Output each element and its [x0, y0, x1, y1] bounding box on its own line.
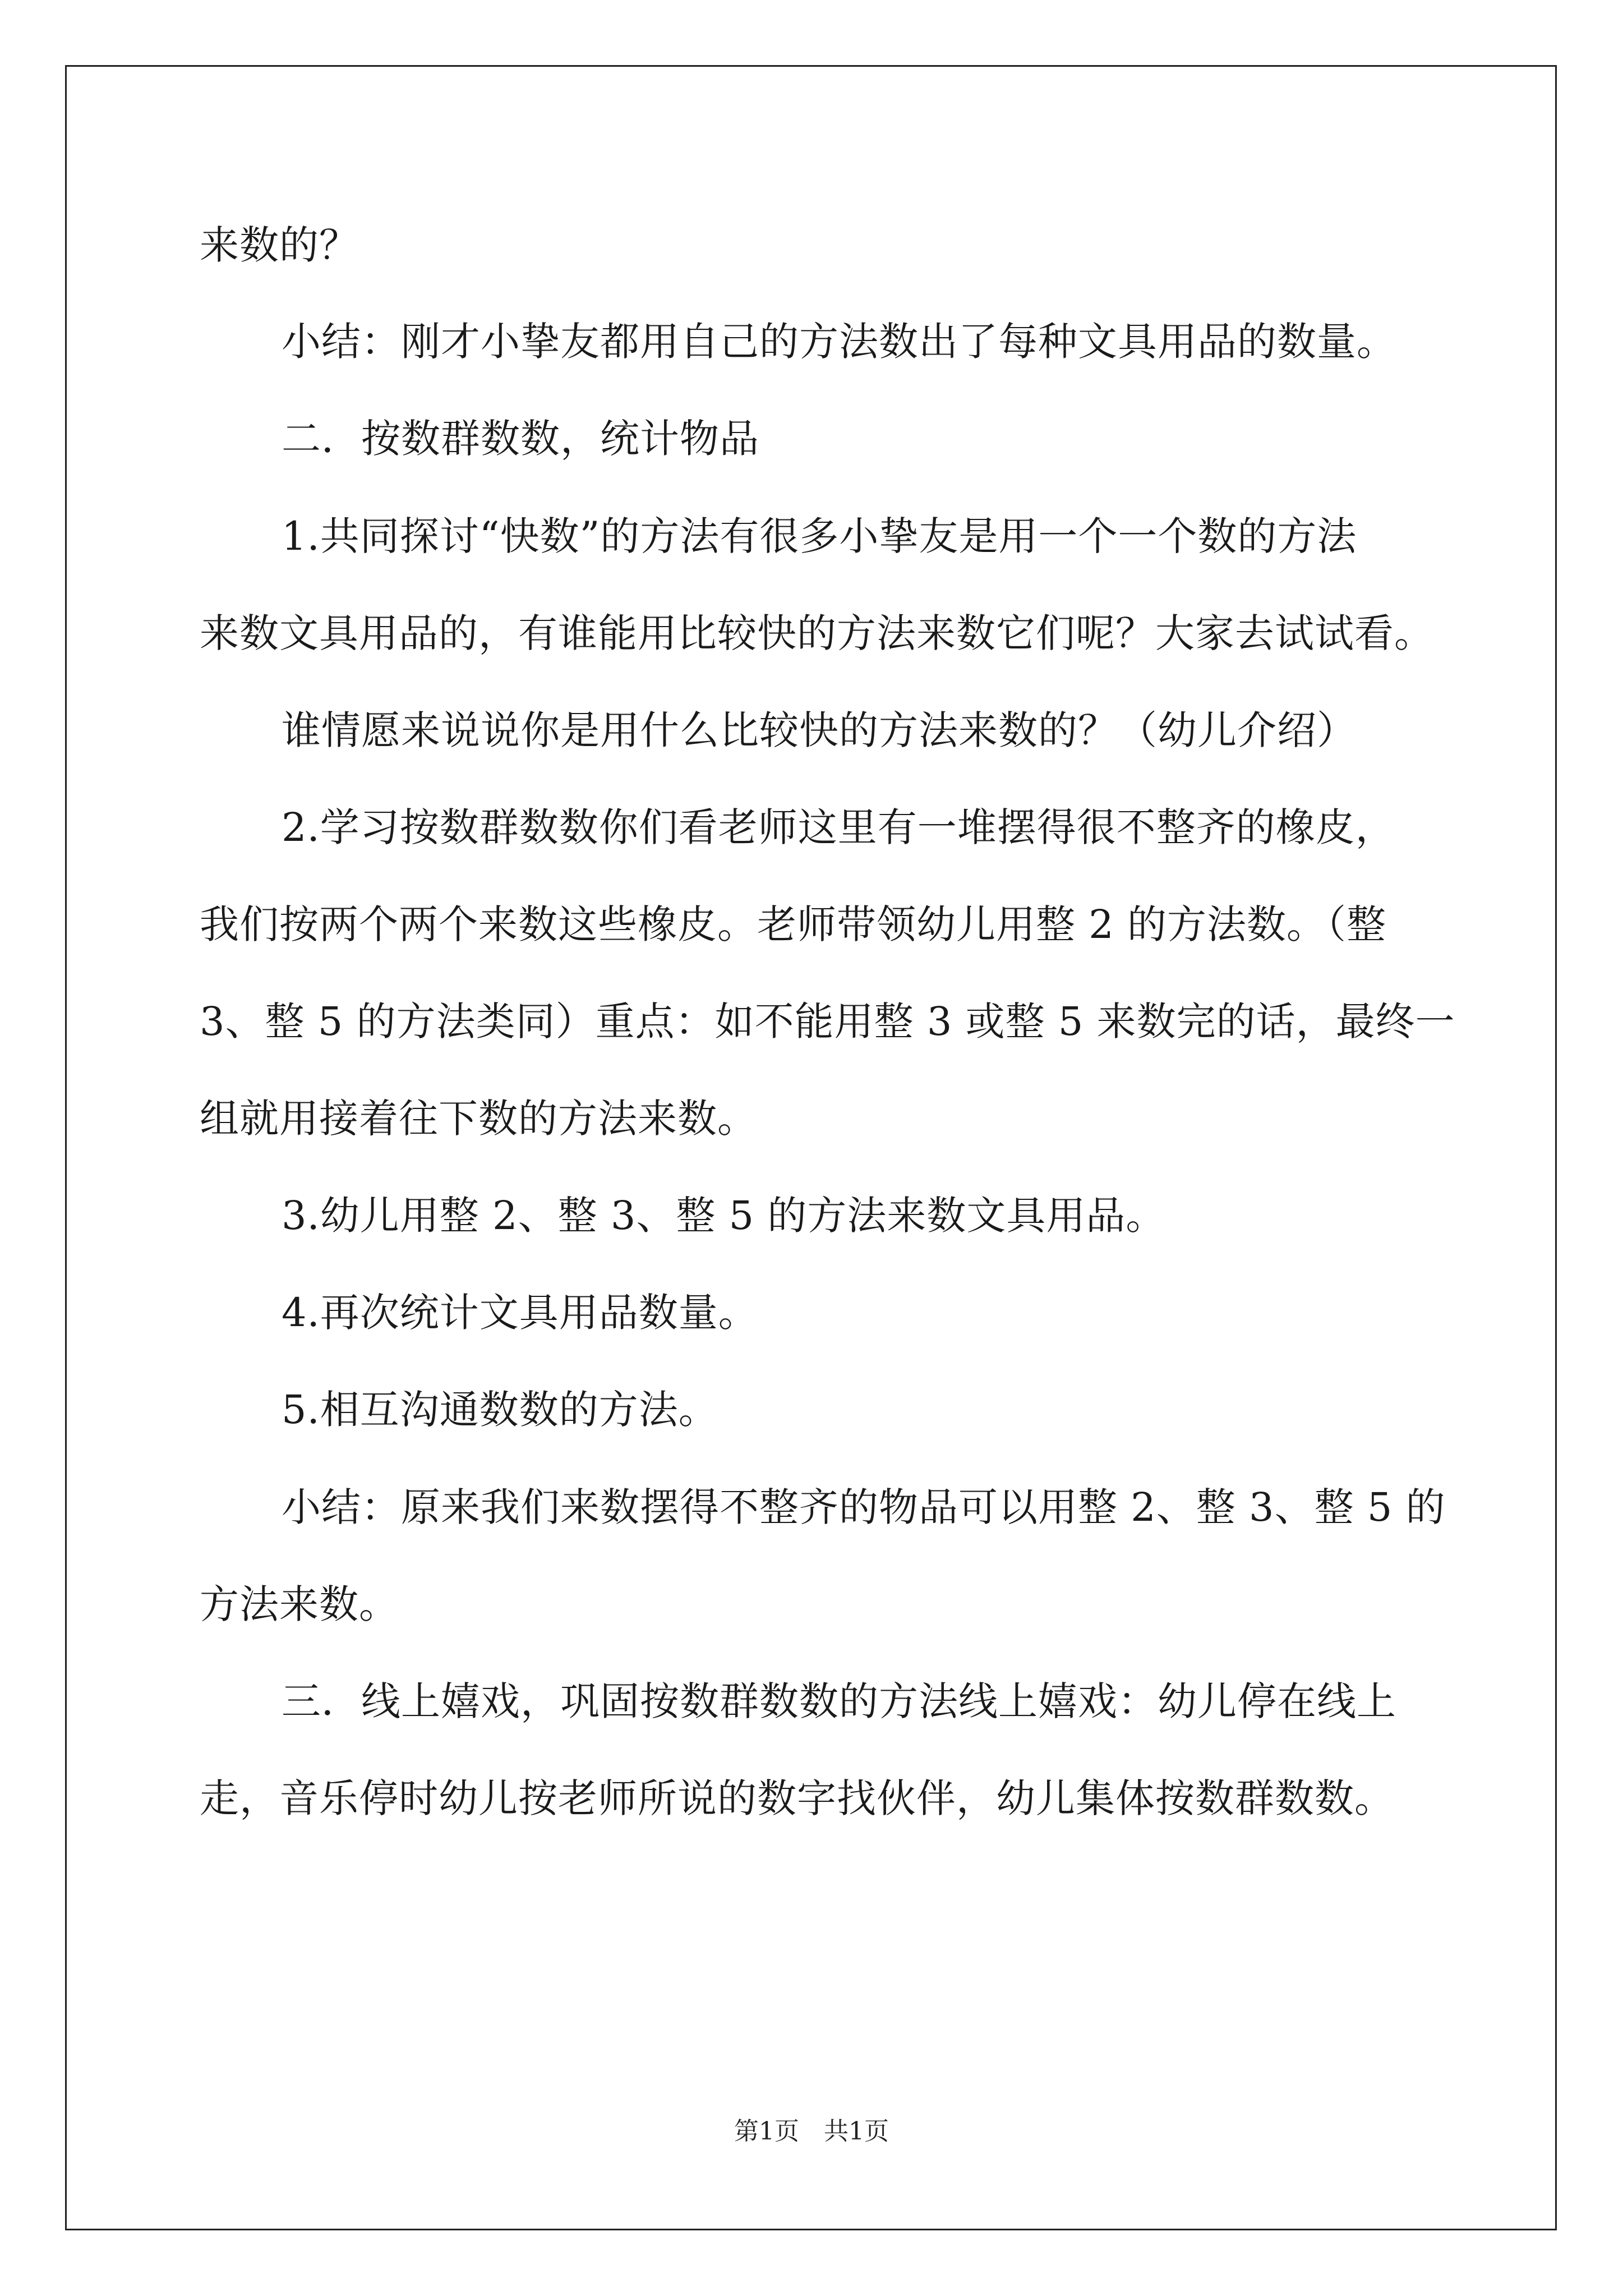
- text-line: 组就用接着往下数的方法来数。: [200, 1096, 757, 1142]
- section-heading: 三．线上嬉戏，巩固按数群数数的方法线上嬉戏：幼儿停在线上: [282, 1678, 1396, 1724]
- text-line: 1.共同探讨“快数”的方法有很多小挚友是用一个一个数的方法: [282, 513, 1357, 559]
- text-line: 3.幼儿用整 2、整 3、整 5 的方法来数文具用品。: [282, 1193, 1166, 1239]
- page-number: 第1页 共1页: [734, 2117, 889, 2146]
- text-line: 小结：刚才小挚友都用自己的方法数出了每种文具用品的数量。: [282, 319, 1396, 365]
- text-line: 走，音乐停时幼儿按老师所说的数字找伙伴，幼儿集体按数群数数。: [200, 1775, 1394, 1821]
- text-line: 来数的？: [200, 222, 359, 268]
- text-line: 谁情愿来说说你是用什么比较快的方法来数的？（幼儿介绍）: [282, 707, 1357, 753]
- text-line: 小结：原来我们来数摆得不整齐的物品可以用整 2、整 3、整 5 的: [282, 1484, 1446, 1530]
- text-line: 5.相互沟通数数的方法。: [282, 1387, 718, 1433]
- text-line: 2.学习按数群数数你们看老师这里有一堆摆得很不整齐的橡皮，: [282, 804, 1395, 850]
- text-line: 4.再次统计文具用品数量。: [282, 1290, 758, 1336]
- page-border: [65, 65, 1557, 2230]
- text-line: 我们按两个两个来数这些橡皮。老师带领幼儿用整 2 的方法数。（整: [200, 901, 1387, 947]
- text-line: 来数文具用品的，有谁能用比较快的方法来数它们呢？大家去试试看。: [200, 610, 1434, 656]
- text-line: 3、整 5 的方法类同）重点：如不能用整 3 或整 5 来数完的话，最终一: [200, 999, 1455, 1045]
- text-line: 方法来数。: [200, 1581, 399, 1627]
- section-heading: 二．按数群数数，统计物品: [282, 416, 759, 462]
